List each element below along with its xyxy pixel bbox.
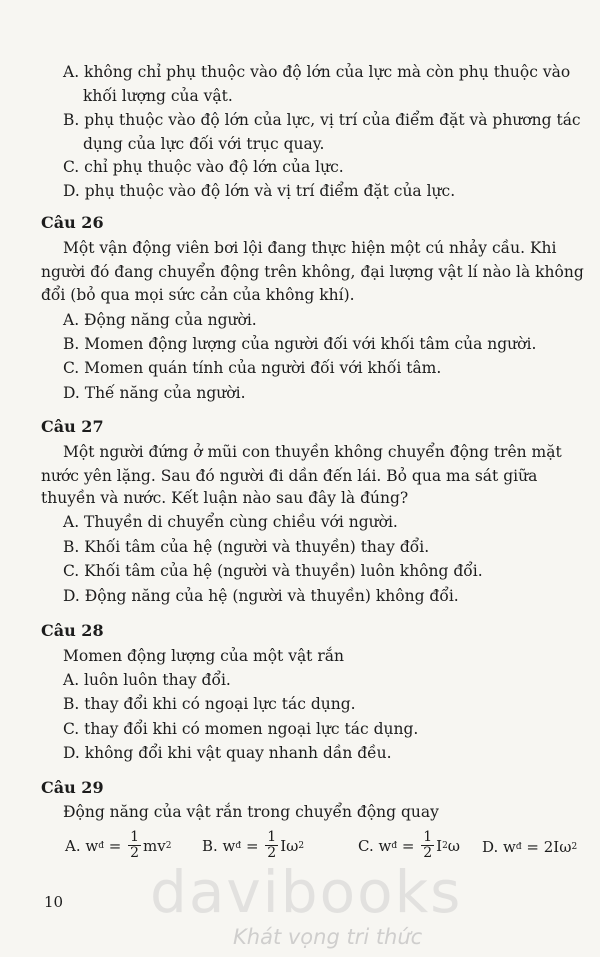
fraction: $\frac{1}{2}$ <box>130 829 140 861</box>
q27-stem-line1: Một người đứng ở mũi con thuyền không chuyển động trên mặt <box>63 443 562 461</box>
q29-option-c: C. w đ = $\frac{1}{2}$ I 2 ω <box>358 829 461 861</box>
fraction: $\frac{1}{2}$ <box>423 829 433 861</box>
q26-title: Câu 26 <box>41 213 104 232</box>
q28-option-b: B. thay đổi khi có ngoại lực tác dụng. <box>63 695 356 713</box>
q25-option-a-line1: A. không chỉ phụ thuộc vào độ lớn của lực mà còn phụ thuộc vào <box>63 63 571 81</box>
q26-stem-line2: người đó đang chuyển động trên không, đại lượng vật lí nào là không <box>41 263 584 281</box>
q27-option-c: C. Khối tâm của hệ (người và thuyền) luôn không đổi. <box>63 562 483 580</box>
q26-stem-line1: Một vận động viên bơi lội đang thực hiện một cú nhảy cầu. Khi <box>63 239 557 257</box>
q25-option-b-line2: dụng của lực đối với trục quay. <box>83 135 325 153</box>
q27-option-b: B. Khối tâm của hệ (người và thuyền) thay đổi. <box>63 538 430 556</box>
q27-stem-line3: thuyền và nước. Kết luận nào sau đây là đúng? <box>41 489 409 507</box>
q28-option-d: D. không đổi khi vật quay nhanh dần đều. <box>63 744 392 762</box>
q29-title: Câu 29 <box>41 778 104 797</box>
q25-option-d: D. phụ thuộc vào độ lớn và vị trí điểm đặt của lực. <box>63 182 456 200</box>
q26-stem-line3: đổi (bỏ qua mọi sức cản của không khí). <box>41 286 355 304</box>
q28-title: Câu 28 <box>41 621 104 640</box>
q25-option-c: C. chỉ phụ thuộc vào độ lớn của lực. <box>63 158 344 176</box>
q28-stem: Momen động lượng của một vật rắn <box>63 647 344 665</box>
q28-option-a: A. luôn luôn thay đổi. <box>63 671 231 689</box>
q26-option-c: C. Momen quán tính của người đối với khối tâm. <box>63 359 442 377</box>
q29-option-d: D. w đ = 2Iω 2 <box>482 838 578 856</box>
watermark-brand: davibooks <box>150 858 463 926</box>
q25-option-b-line1: B. phụ thuộc vào độ lớn của lực, vị trí của điểm đặt và phương tác <box>63 111 581 129</box>
page-number: 10 <box>44 893 64 911</box>
q27-title: Câu 27 <box>41 417 104 436</box>
watermark-slogan: Khát vọng tri thức <box>233 925 423 949</box>
q29-option-b: B. w đ = $\frac{1}{2}$ Iω 2 <box>202 829 305 861</box>
q27-stem-line2: nước yên lặng. Sau đó người đi dần đến lái. Bỏ qua ma sát giữa <box>41 467 538 485</box>
q26-option-a: A. Động năng của người. <box>63 311 257 329</box>
q28-option-c: C. thay đổi khi có momen ngoại lực tác dụng. <box>63 720 419 738</box>
q27-option-d: D. Động năng của hệ (người và thuyền) không đổi. <box>63 587 459 605</box>
q26-option-d: D. Thế năng của người. <box>63 384 246 402</box>
q29-option-a: A. w đ = $\frac{1}{2}$ mv 2 <box>65 829 172 861</box>
q29-stem: Động năng của vật rắn trong chuyển động quay <box>63 803 439 821</box>
q27-option-a: A. Thuyền di chuyển cùng chiều với người. <box>63 513 398 531</box>
fraction: $\frac{1}{2}$ <box>267 829 277 861</box>
q25-option-a-line2: khối lượng của vật. <box>83 87 233 105</box>
q26-option-b: B. Momen động lượng của người đối với khối tâm của người. <box>63 335 537 353</box>
